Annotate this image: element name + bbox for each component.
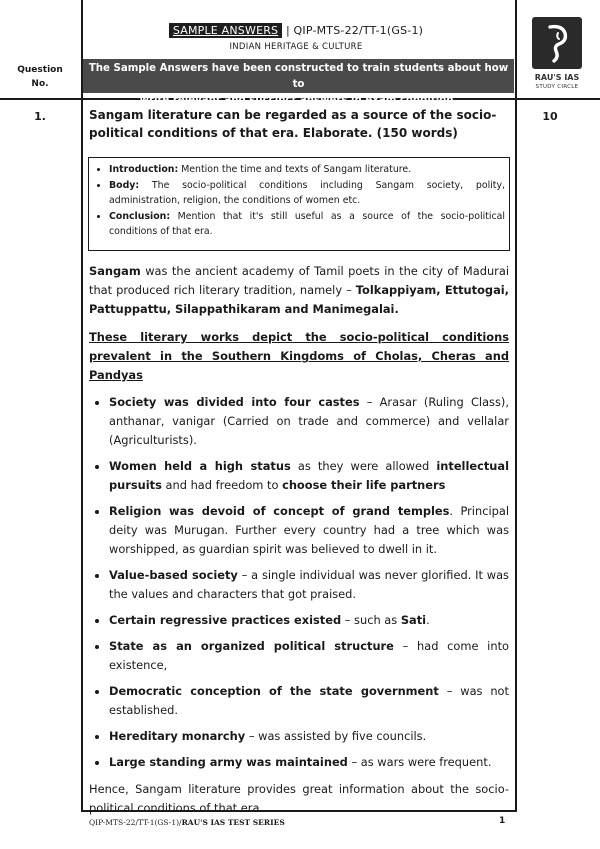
answer-subheading: These literary works depict the socio-political conditions prevalent in the Southern Kingdoms of Cholas, Cheras and Pandyas — [89, 330, 509, 382]
document-title — [80, 24, 512, 37]
answer-intro — [89, 262, 509, 319]
intro-bold: Sangam — [89, 264, 141, 278]
point-bold: State as an organized political structure — [109, 639, 394, 653]
guide-item — [109, 209, 505, 240]
right-margin-rule — [515, 0, 517, 812]
left-margin-rule — [81, 0, 83, 812]
list-item — [109, 566, 509, 604]
point-text: – Arasar (Ruling Class), anthanar, vanigar (Carried on trade and commerce) and vellalar (Agriculturists). — [109, 395, 509, 447]
answer-conclusion: Hence, Sangam literature provides great information about the socio-political conditions of that era. — [89, 782, 509, 815]
question-number: 1. — [34, 110, 46, 123]
point-text: as they were allowed — [290, 459, 437, 473]
test-code: | QIP-MTS-22/TT-1(GS-1) — [282, 24, 424, 37]
list-item — [109, 611, 509, 630]
point-text: . — [426, 613, 430, 627]
guide-item-label: Body: — [109, 179, 140, 191]
logo-emblem-icon — [532, 17, 582, 69]
intro-text: was the ancient academy of Tamil poets in the city of Madurai that produced rich literary tradition, namely – — [89, 264, 509, 297]
point-text: . Principal deity was Murugan. Further every country had a tree which was worshipped, as guardian spirit was believed to dwell in it. — [109, 504, 509, 556]
point-bold: intellectual pursuits — [109, 459, 509, 492]
list-item — [109, 637, 509, 675]
banner-line2: write relevant and succinct answers in exam condition. — [139, 95, 458, 106]
point-bold: choose their life partners — [282, 478, 446, 492]
guide-item-label: Introduction: — [109, 164, 179, 175]
point-bold: Sati — [400, 613, 427, 627]
point-text: – was assisted by five councils. — [245, 729, 427, 743]
instruction-banner — [83, 59, 514, 106]
point-bold: Women held a high status — [109, 459, 291, 473]
question-no-label — [0, 63, 80, 91]
point-text: and had freedom to — [161, 478, 283, 492]
logo-name: RAU'S IAS — [534, 73, 580, 82]
banner-line1: The Sample Answers have been constructed to train students about how to — [88, 63, 509, 90]
guide-item-text: Mention the time and texts of Sangam literature. — [178, 164, 412, 175]
point-text: – had come into existence, — [109, 639, 510, 672]
intro-works: Tolkappiyam, Ettutogai, Pattuppattu, Silappathikaram and Manimegalai. — [89, 283, 509, 316]
point-bold: Certain regressive practices existed — [109, 613, 342, 627]
guide-item-text: The socio-political conditions including Sangam society, polity, administration, religion, the conditions of women etc. — [109, 179, 505, 206]
answer-points — [89, 393, 509, 772]
point-bold: Democratic conception of the state government — [109, 684, 439, 698]
guide-item — [109, 178, 505, 209]
subject-subtitle: INDIAN HERITAGE & CULTURE — [229, 42, 363, 52]
point-bold: Large standing army was maintained — [109, 755, 348, 769]
list-item — [109, 727, 509, 746]
guide-item-label: Conclusion: — [109, 210, 171, 222]
question-label-line1: Question — [17, 65, 63, 75]
point-text: – a single individual was never glorified. It was the values and characters that got praised. — [109, 568, 509, 601]
logo-subtitle: STUDY CIRCLE — [535, 84, 579, 90]
point-bold: Religion was devoid of concept of grand temples — [109, 504, 450, 518]
point-text: – such as — [341, 613, 401, 627]
footer-series: RAU'S IAS TEST SERIES — [181, 818, 285, 827]
list-item — [109, 753, 509, 772]
answer-body — [89, 262, 509, 827]
footer-test-code: QIP-MTS-22/TT-1(GS-1)/ — [89, 818, 182, 827]
list-item — [109, 457, 509, 495]
point-bold: Hereditary monarchy — [109, 729, 246, 743]
guide-item — [109, 162, 505, 178]
guide-item-text: Mention that it's still useful as a source of the socio-political conditions of that era. — [109, 210, 505, 237]
footer-code — [89, 818, 285, 827]
answer-guideline-box — [88, 157, 510, 251]
point-text: – was not established. — [109, 684, 509, 717]
point-text: – as wars were frequent. — [347, 755, 492, 769]
list-item — [109, 502, 509, 559]
point-bold: Society was divided into four castes — [109, 395, 360, 409]
raus-ias-logo — [519, 17, 595, 99]
sample-answers-badge: SAMPLE ANSWERS — [169, 23, 282, 38]
question-label-line2: No. — [31, 79, 49, 89]
question-text: Sangam literature can be regarded as a source of the socio-political conditions of that era. Elaborate. (150 words) — [89, 108, 497, 140]
list-item — [109, 393, 509, 450]
point-bold: Value-based society — [109, 568, 238, 582]
list-item — [109, 682, 509, 720]
question-marks: 10 — [542, 110, 558, 123]
page-number: 1 — [499, 816, 506, 826]
